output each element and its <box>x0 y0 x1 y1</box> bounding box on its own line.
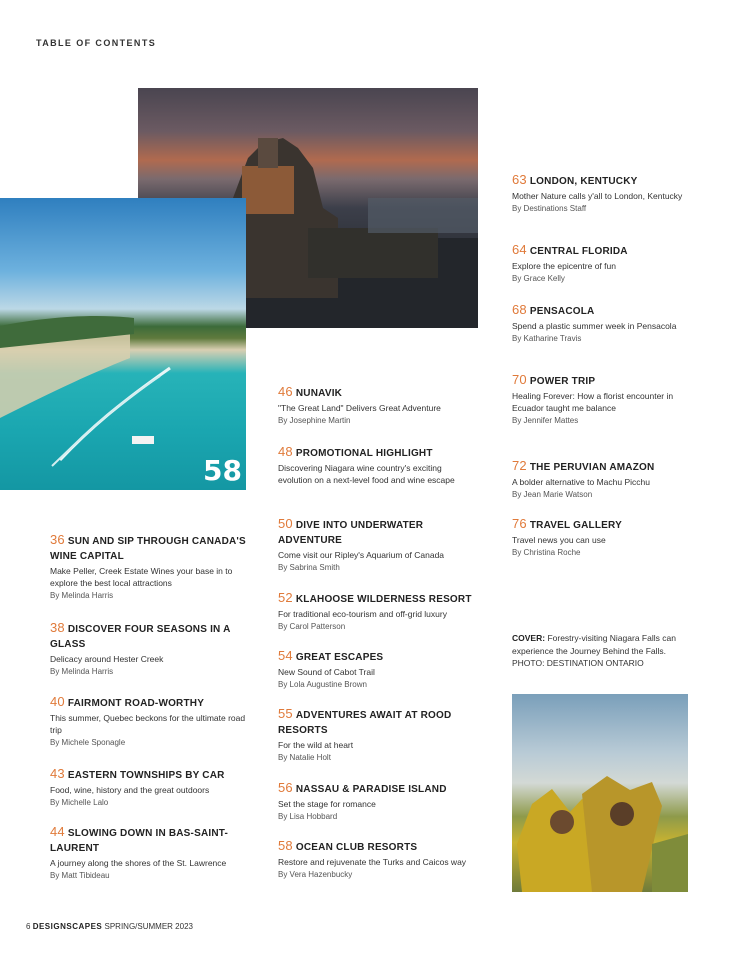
toc-entry-byline: By Matt Tibideau <box>50 871 110 880</box>
magazine-brand: DESIGNSCAPES <box>32 922 103 931</box>
toc-entry-page: 63 <box>512 172 527 187</box>
toc-entry-description: Set the stage for romance <box>278 799 376 809</box>
toc-entry[interactable] <box>512 458 692 501</box>
toc-entry[interactable] <box>50 694 250 749</box>
toc-entry-description: Delicacy around Hester Creek <box>50 654 164 664</box>
toc-entry-byline: By Melinda Harris <box>50 667 114 676</box>
toc-entry-description: This summer, Quebec beckons for the ultimate road trip <box>50 713 246 735</box>
toc-entry[interactable] <box>278 384 478 427</box>
toc-entry-title: 38 DISCOVER FOUR SEASONS IN A GLASS <box>50 620 231 650</box>
cover-caption <box>512 632 690 670</box>
toc-entry-byline: By Sabrina Smith <box>278 563 340 572</box>
toc-entry-page: 48 <box>278 444 293 459</box>
toc-entry-description: Come visit our Ripley's Aquarium of Canada <box>278 550 445 560</box>
toc-entry[interactable] <box>278 516 478 574</box>
toc-entry-page: 68 <box>512 302 527 317</box>
toc-entry-description: Travel news you can use <box>512 535 606 545</box>
toc-entry-byline: By Destinations Staff <box>512 204 587 213</box>
toc-entry-page: 76 <box>512 516 527 531</box>
section-header: TABLE OF CONTENTS <box>36 38 157 48</box>
toc-entry[interactable] <box>278 838 478 881</box>
toc-entry-description: "The Great Land" Delivers Great Adventure <box>278 403 441 413</box>
toc-entry-title: 46 NUNAVIK <box>278 384 343 399</box>
toc-entry-title: 54 GREAT ESCAPES <box>278 648 384 663</box>
toc-entry-description: Make Peller, Creek Estate Wines your base in to explore the best local attractions <box>50 566 233 588</box>
toc-entry[interactable] <box>512 242 692 285</box>
toc-entry-byline: By Natalie Holt <box>278 753 331 762</box>
toc-entry-byline: By Katharine Travis <box>512 334 582 343</box>
toc-entry-byline: By Grace Kelly <box>512 274 565 283</box>
toc-entry-byline: By Christina Roche <box>512 548 581 557</box>
toc-entry-page: 54 <box>278 648 293 663</box>
toc-entry[interactable] <box>512 172 692 215</box>
toc-entry-page: 40 <box>50 694 65 709</box>
toc-entry-title: 36 SUN AND SIP THROUGH CANADA'S WINE CAPITAL <box>50 532 246 562</box>
toc-entry[interactable] <box>278 444 478 486</box>
toc-entry-page: 38 <box>50 620 65 635</box>
toc-entry-page: 43 <box>50 766 65 781</box>
toc-entry-title: 70 POWER TRIP <box>512 372 596 387</box>
page-footer <box>26 922 193 931</box>
crowd-illustration <box>512 694 688 892</box>
toc-entry-description: For traditional eco-tourism and off-grid luxury <box>278 609 447 619</box>
toc-entry[interactable] <box>278 780 478 823</box>
toc-entry-title: 58 OCEAN CLUB RESORTS <box>278 838 418 853</box>
toc-entry-description: Mother Nature calls y'all to London, Kentucky <box>512 191 683 201</box>
toc-entry-byline: By Jennifer Mattes <box>512 416 579 425</box>
toc-entry-title: 72 THE PERUVIAN AMAZON <box>512 458 655 473</box>
toc-entry-page: 64 <box>512 242 527 257</box>
toc-entry-title: 63 LONDON, KENTUCKY <box>512 172 638 187</box>
toc-entry-page: 50 <box>278 516 293 531</box>
toc-entry[interactable] <box>512 372 692 427</box>
toc-entry-byline: By Jean Marie Watson <box>512 490 593 499</box>
toc-entry-page: 46 <box>278 384 293 399</box>
cover-photo-credit: PHOTO: DESTINATION ONTARIO <box>512 658 644 668</box>
toc-entry-title: 76 TRAVEL GALLERY <box>512 516 622 531</box>
toc-entry-description: Discovering Niagara wine country's exciting evolution on a next-level food and wine escape <box>278 463 455 485</box>
toc-entry-description: Food, wine, history and the great outdoors <box>50 785 210 795</box>
beach-photo-page-number: 58 <box>203 454 242 487</box>
toc-entry[interactable] <box>50 824 250 882</box>
toc-entry-page: 58 <box>278 838 293 853</box>
cover-caption-text: Forestry-visiting Niagara Falls can experience the Journey Behind the Falls. <box>512 633 676 656</box>
toc-entry-title: 68 PENSACOLA <box>512 302 595 317</box>
toc-entry-title: 64 CENTRAL FLORIDA <box>512 242 628 257</box>
toc-entry-title: 55 ADVENTURES AWAIT AT ROOD RESORTS <box>278 706 452 736</box>
toc-entry-page: 52 <box>278 590 293 605</box>
toc-entry-description: Healing Forever: How a florist encounter in Ecuador taught me balance <box>512 391 674 413</box>
toc-entry-byline: By Melinda Harris <box>50 591 114 600</box>
toc-entry-description: New Sound of Cabot Trail <box>278 667 375 677</box>
toc-entry-byline: By Michele Sponagle <box>50 738 126 747</box>
toc-entry-title: 44 SLOWING DOWN IN BAS-SAINT-LAURENT <box>50 824 229 854</box>
toc-entry-byline: By Michelle Lalo <box>50 798 109 807</box>
toc-entry-description: Restore and rejuvenate the Turks and Caicos way <box>278 857 467 867</box>
toc-entry-byline: By Carol Patterson <box>278 622 346 631</box>
issue-label: SPRING/SUMMER 2023 <box>104 922 193 931</box>
toc-entry-title: 43 EASTERN TOWNSHIPS BY CAR <box>50 766 225 781</box>
toc-entry[interactable] <box>512 516 692 559</box>
toc-entry-page: 55 <box>278 706 293 721</box>
beach-photo <box>0 198 246 490</box>
toc-entry[interactable] <box>50 532 250 602</box>
toc-entry-description: Explore the epicentre of fun <box>512 261 616 271</box>
toc-entry-title: 50 DIVE INTO UNDERWATER ADVENTURE <box>278 516 424 546</box>
toc-entry-page: 56 <box>278 780 293 795</box>
toc-entry-description: For the wild at heart <box>278 740 354 750</box>
toc-entry-title: 52 KLAHOOSE WILDERNESS RESORT <box>278 590 472 605</box>
toc-entry-page: 36 <box>50 532 65 547</box>
toc-entry[interactable] <box>278 590 478 633</box>
toc-entry-byline: By Josephine Martin <box>278 416 351 425</box>
toc-entry[interactable] <box>512 302 692 345</box>
toc-entry[interactable] <box>278 648 478 691</box>
toc-entry-description: A journey along the shores of the St. Lawrence <box>50 858 227 868</box>
toc-entry-title: 48 PROMOTIONAL HIGHLIGHT <box>278 444 433 459</box>
toc-entry-description: Spend a plastic summer week in Pensacola <box>512 321 677 331</box>
toc-entry-title: 40 FAIRMONT ROAD-WORTHY <box>50 694 205 709</box>
toc-entry-byline: By Vera Hazenbucky <box>278 870 353 879</box>
toc-entry[interactable] <box>50 620 250 678</box>
toc-entry-byline: By Lola Augustine Brown <box>278 680 367 689</box>
page-number: 6 <box>26 922 31 931</box>
toc-entry-title: 56 NASSAU & PARADISE ISLAND <box>278 780 447 795</box>
toc-entry-page: 70 <box>512 372 527 387</box>
toc-entry[interactable] <box>50 766 250 809</box>
cover-caption-label: COVER: <box>512 633 546 643</box>
toc-entry-page: 72 <box>512 458 527 473</box>
toc-entry-description: A bolder alternative to Machu Picchu <box>512 477 650 487</box>
toc-entry[interactable] <box>278 706 478 764</box>
cover-photo <box>512 694 688 892</box>
toc-entry-page: 44 <box>50 824 65 839</box>
toc-entry-byline: By Lisa Hobbard <box>278 812 338 821</box>
beach-illustration <box>0 198 246 490</box>
